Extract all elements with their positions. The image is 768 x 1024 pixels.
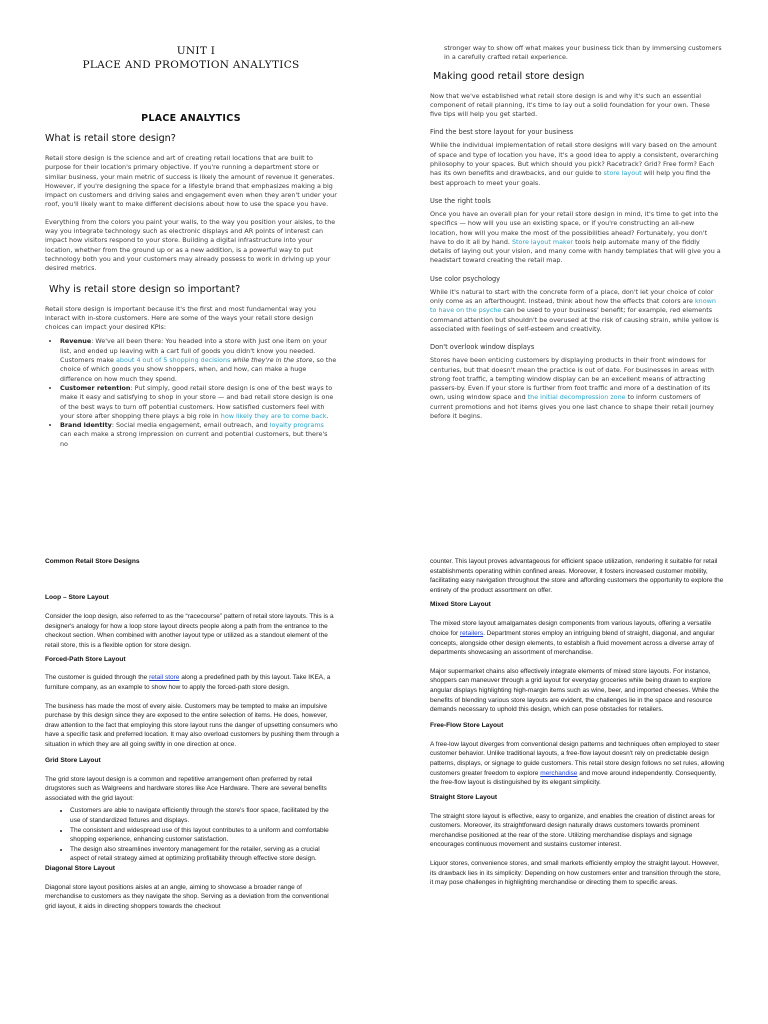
paragraph: The grid store layout design is a common and repetitive arrangement often preferred by retail drugstores such as Walgreens and hardware stores like Ace Hardware. There are several benefits associated with the grid layout: <box>45 775 327 802</box>
paragraph <box>430 356 722 421</box>
question-heading-2: Why is retail store design so important? <box>49 283 241 295</box>
grid-layout-heading: Grid Store Layout <box>45 756 101 764</box>
text: to inform customers of current promotions and hot items gives you one last chance to shape their retail journey before it begins. <box>430 393 714 421</box>
inline-link[interactable]: how likely they are to come back <box>220 411 327 420</box>
text: tools help automate many of the fiddly details of laying out your vision, and many come with handy templates that will give you a headstart toward creating the retail map. <box>430 237 721 265</box>
paragraph: Major supermarket chains also effectively integrate elements of mixed store layouts. For instance, shoppers can maneuver through a grid layout for everyday groceries while being drawn to explore angular displays highlighting high-margin items such as wine, beer, and imported cheeses. While the benefits of blending various store layouts are evident, the challenges lie in the space and resource demands necessary to uphold this design, which can pose obstacles for retailers. <box>430 667 720 714</box>
inline-link[interactable]: store layout <box>603 169 642 178</box>
paragraph: Retail store design is the science and art of creating retail locations that are built to purpose for their location's primary objective. If you're running a department store or similar business, your main metric of success is likely the amount of revenue it generates. However, if you're designing the space for a lifestyle brand that emphasizes making a big impact on customers and driving sales and engagement even when they aren't under your roof, you'll likely want to make different decisions about how to use the space you have. <box>45 154 337 209</box>
bottom-right-column <box>430 557 725 888</box>
kpi-text-italic: while they're in the store <box>230 356 313 365</box>
inline-link[interactable]: merchandise <box>540 769 578 777</box>
top-left-column <box>45 44 337 449</box>
kpi-text: . <box>326 411 329 420</box>
text: can be used to your business' benefit; for example, red elements command attention but shouldn't be overused at the risk of causing strain, while yellow is associated with feelings of self-esteem and creativity. <box>430 306 719 333</box>
straight-layout-heading: Straight Store Layout <box>430 793 498 801</box>
grid-benefits-list <box>45 806 340 864</box>
text: will help you find the best approach to meet your goals. <box>430 169 711 187</box>
inline-link[interactable]: about 4 out of 5 shopping decisions <box>115 356 231 365</box>
kpi-term: Brand identity <box>60 421 112 430</box>
text: A free-low layout diverges from conventional design patterns and techniques often employed to steer customer behavior. Unlike traditional layouts, a free-flow layout doesn't rely on predictable design patterns, displays, or signage to guide customers. This retail store design follows no set rules, allowing customers greater freedom to explore <box>430 740 725 777</box>
tip-heading: Use color psychology <box>430 274 501 283</box>
kpi-list <box>45 337 337 449</box>
continued-paragraph: stronger way to show off what makes your business tick than by immersing customers in a carefully crafted retail experience. <box>444 44 722 62</box>
unit-subtitle: PLACE AND PROMOTION ANALYTICS <box>82 59 300 71</box>
list-item <box>60 384 337 421</box>
paragraph <box>430 288 722 334</box>
inline-link[interactable]: Store layout maker <box>511 237 574 246</box>
paragraph: Diagonal store layout positions aisles at an angle, aiming to showcase a broader range of merchandise to customers as they navigate the shop. Serving as a deviation from the conventional grid layout, it aids in directing shoppers towards the checkout <box>45 883 329 911</box>
question-heading-1: What is retail store design? <box>45 133 176 144</box>
list-item: • The design also streamlines inventory management for the retailer, serving as a crucial aspect of retail strategy aimed at optimizing profitability through effective store design. <box>70 845 340 864</box>
loop-layout-heading: Loop – Store Layout <box>45 594 109 601</box>
kpi-term: Revenue <box>60 337 92 346</box>
list-item <box>60 421 337 449</box>
list-item <box>60 337 337 383</box>
paragraph <box>430 141 722 187</box>
paragraph: Consider the loop design, also referred to as the “racecourse” pattern of retail store layouts. This is a designer's analogy for how a loop store layout directs people along a path from the entrance to the checkout section. When combined with another layout type or utilized as a standout element of the retail store, this is a flexible option for store design. <box>45 613 334 649</box>
tip-heading: Use the right tools <box>430 196 491 205</box>
paragraph <box>45 673 340 692</box>
text: The mixed store layout amalgamates design components from various layouts, offering a versatile choice for <box>430 620 712 637</box>
kpi-text: can each make a strong impression on current and potential customers, but there's no <box>60 430 328 448</box>
diagonal-layout-heading: Diagonal Store Layout <box>45 864 115 872</box>
list-item: • Customers are able to navigate efficiently through the store's floor space, facilitated by the use of standardized fixtures and displays. <box>70 806 340 825</box>
mixed-layout-heading: Mixed Store Layout <box>430 601 491 609</box>
paragraph <box>430 619 725 657</box>
free-flow-heading: Free-Flow Store Layout <box>430 721 504 729</box>
paragraph: The straight store layout is effective, easy to organize, and enables the creation of distinct areas for customers. Moreover, its straightforward design naturally draws customers towards prominent merchandise positioned at the rear of the store. Utilizing merchandise displays and signage encourages continuous movement and sustains customer interest. <box>430 812 715 849</box>
tip-heading: Find the best store layout for your business <box>430 128 574 137</box>
text: While it's natural to start with the concrete form of a place, don't let your choice of color only come as an afterthought. Instead, think about how the effects that colors are <box>430 287 714 306</box>
paragraph: Retail store design is important because it's the first and most fundamental way you interact with in-store customers. Here are some of the ways your retail store design choices can impact your desired KPIs: <box>45 304 316 332</box>
paragraph <box>430 740 725 788</box>
paragraph: Liquor stores, convenience stores, and small markets efficiently employ the straight layout. However, its drawback lies in its simplicity: Depending on how customers enter and transition through the store, it may pose challenges in highlighting merchandise or directing them to specific areas. <box>430 860 721 887</box>
bottom-left-column <box>45 557 340 912</box>
inline-link[interactable]: retail store <box>149 674 180 682</box>
paragraph: Now that we've established what retail store design is and why it's such an essential component of retail planning, it's time to lay out a solid foundation for your own. These five tips will help you get started. <box>430 91 710 119</box>
kpi-text: , so the choice of which goods you show shoppers, when, and how, can make a huge difference on how much they spend. <box>60 356 337 383</box>
text: Stores have been enticing customers by displaying products in their front windows for centuries, but that doesn't mean the practice is out of date. For businesses in areas with strong foot traffic, a tempting window display can be an excellent means of attracting passers-by. Even if your store is further from foot traffic and more of a destination of its own, using window space and <box>430 356 715 402</box>
unit-title: UNIT I <box>176 45 216 57</box>
paragraph: Everything from the colors you paint your walls, to the way you position your aisles, to the way you integrate technology such as electronic displays and AR points of interest can impact how visitors respond to your store. Building a digital infrastructure into your location, whether from the ground up or as a new addition, is a powerful way to put technology both you and your customers may already possess to work in driving up your desired metrics. <box>45 217 336 273</box>
text: along a predefined path by this layout. Take IKEA, a furniture company, as an example to show how to apply the forced-path store design. <box>45 674 331 691</box>
section-heading: PLACE ANALYTICS <box>141 113 241 124</box>
kpi-text: : Put simply, good retail store design is one of the best ways to make it easy and satisfying to shop in your store — and bad retail store design is one of the best ways to turn off potential customers. How satisfied customers feel with your store after shopping there plays a big role in <box>60 383 334 420</box>
making-design-heading: Making good retail store design <box>433 70 585 82</box>
inline-link[interactable]: loyalty programs <box>269 421 324 430</box>
kpi-text: : We've all been there: You headed into a store with just one item on your list, and ended up leaving with a cart full of goods you didn't know you needed. Customers make <box>60 337 327 365</box>
common-designs-heading: Common Retail Store Designs <box>45 558 140 565</box>
text: While the individual implementation of retail store designs will vary based on the amount of space and type of location you have, it's a good idea to apply a consistent, overarching philosophy to your spaces. But which should you pick? Racetrack? Grid? Free form? Each has its own benefits and drawbacks, and our guide to <box>430 141 719 178</box>
inline-link[interactable]: the initial decompression zone <box>527 393 626 402</box>
inline-link[interactable]: known to have on the psyche <box>430 297 716 315</box>
continued-paragraph: counter. This layout proves advantageous for efficient space utilization, rendering it suitable for retail establishments operating within confined areas. Moreover, it fosters increased customer mobility, facilitating easy navigation throughout the store and affording customers the opportunity to explore the entirety of the product assortment on offer. <box>430 558 724 594</box>
paragraph <box>430 210 722 266</box>
kpi-term: Customer retention <box>60 383 131 392</box>
top-right-column <box>430 44 722 421</box>
text: The customer is guided through the <box>45 674 150 682</box>
paragraph: The business has made the most of every aisle. Customers may be tempted to make an impulsive purchase by this design since they are exposed to the entire selection of items. He does, however, draw attention to the fact that employing this store layout runs the danger of upsetting consumers who have a specific task and preferred location. It may also overload customers by pushing them through a situation in which they are all going swiftly in one direction at once. <box>45 702 340 748</box>
kpi-text: : Social media engagement, email outreach, and <box>111 421 270 430</box>
tip-heading: Don't overlook window displays <box>430 343 535 352</box>
text: . Department stores employ an intriguing blend of straight, diagonal, and angular concepts, alongside other design elements, to establish a fluid movement across a diverse array of departments showcasing an assortment of merchandise. <box>430 629 715 657</box>
list-item: • The consistent and widespread use of this layout contributes to a uniform and comfortable shopping experience, enhancing customer satisfaction. <box>70 826 340 845</box>
text: Once you have an overall plan for your retail store design in mind, it's time to get into the specifics — how will you use an existing space, or if you're constructing an all-new location, how will you make the most of the possibilities ahead? Fortunately, you don't have to do it all by hand. <box>430 209 719 246</box>
text: and move around independently. Consequently, the free-flow layout is distinguished by its elegant simplicity. <box>430 769 717 787</box>
forced-path-heading: Forced-Path Store Layout <box>45 656 126 664</box>
inline-link[interactable]: retailers <box>460 629 484 637</box>
